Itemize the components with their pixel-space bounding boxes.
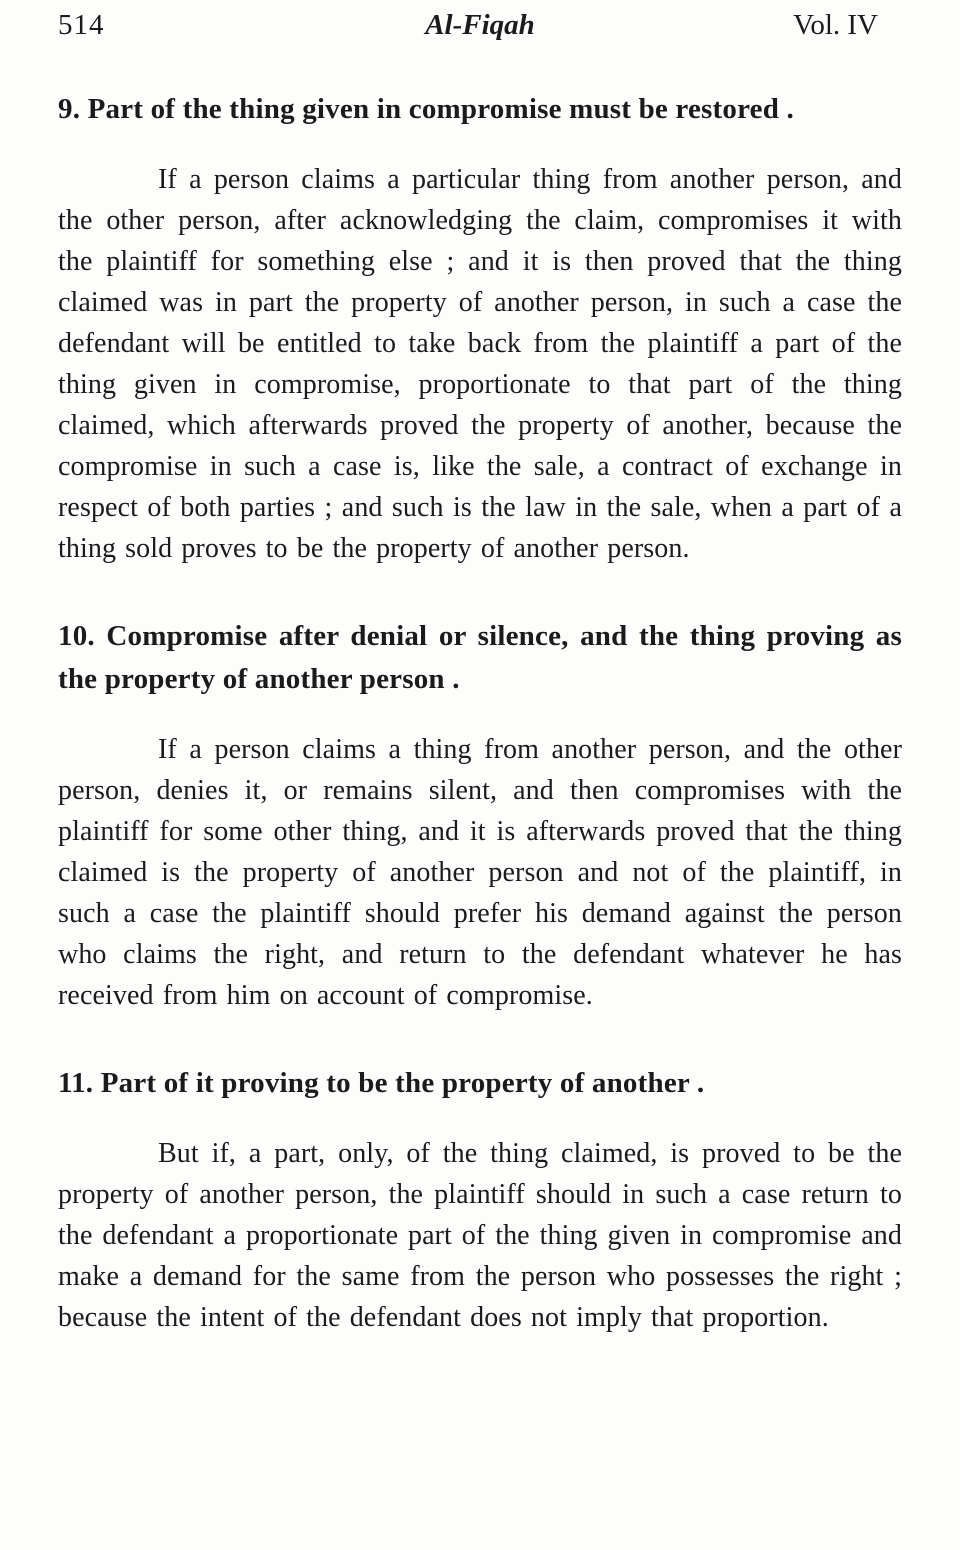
section-10-heading: 10. Compromise after denial or silence, and the thing proving as the property of another person .	[58, 620, 902, 695]
section-9-heading: 9. Part of the thing given in compromise must be restored .	[58, 93, 794, 125]
section-10-paragraph: If a person claims a thing from another person, and the other person, denies it, or remains silent, and then compromises with the plaintiff for some other thing, and it is afterwards proved that the thing claimed is the property of another person and not of the plaintiff, in such a case the plaintiff should prefer his demand against the person who claims the right, and return to the defendant whatever he has received from him on account of compromise.	[58, 734, 902, 1011]
volume-label: Vol. IV	[793, 9, 878, 41]
section-10	[58, 615, 902, 1016]
page-number: 514	[58, 9, 105, 41]
section-11-heading: 11. Part of it proving to be the property of another .	[58, 1067, 705, 1099]
section-9-paragraph: If a person claims a particular thing from another person, and the other person, after acknowledging the claim, compromises it with the plaintiff for something else ; and it is then proved that the thing claimed was in part the property of another person, in such a case the defendant will be entitled to take back from the plaintiff a part of the thing given in compromise, proportionate to that part of the thing claimed, which afterwards proved the property of another, because the compromise in such a case is, like the sale, a contract of exchange in respect of both parties ; and such is the law in the sale, when a part of a thing sold proves to be the property of another person.	[58, 164, 902, 564]
section-9	[58, 88, 902, 569]
section-11	[58, 1062, 902, 1338]
page-header	[58, 8, 902, 42]
book-title: Al-Fiqah	[425, 9, 535, 41]
section-11-paragraph: But if, a part, only, of the thing claimed, is proved to be the property of another person, the plaintiff should in such a case return to the defendant a proportionate part of the thing given in compromise and make a demand for the same from the person who possesses the right ; because the intent of the defendant does not imply that proportion.	[58, 1138, 902, 1333]
